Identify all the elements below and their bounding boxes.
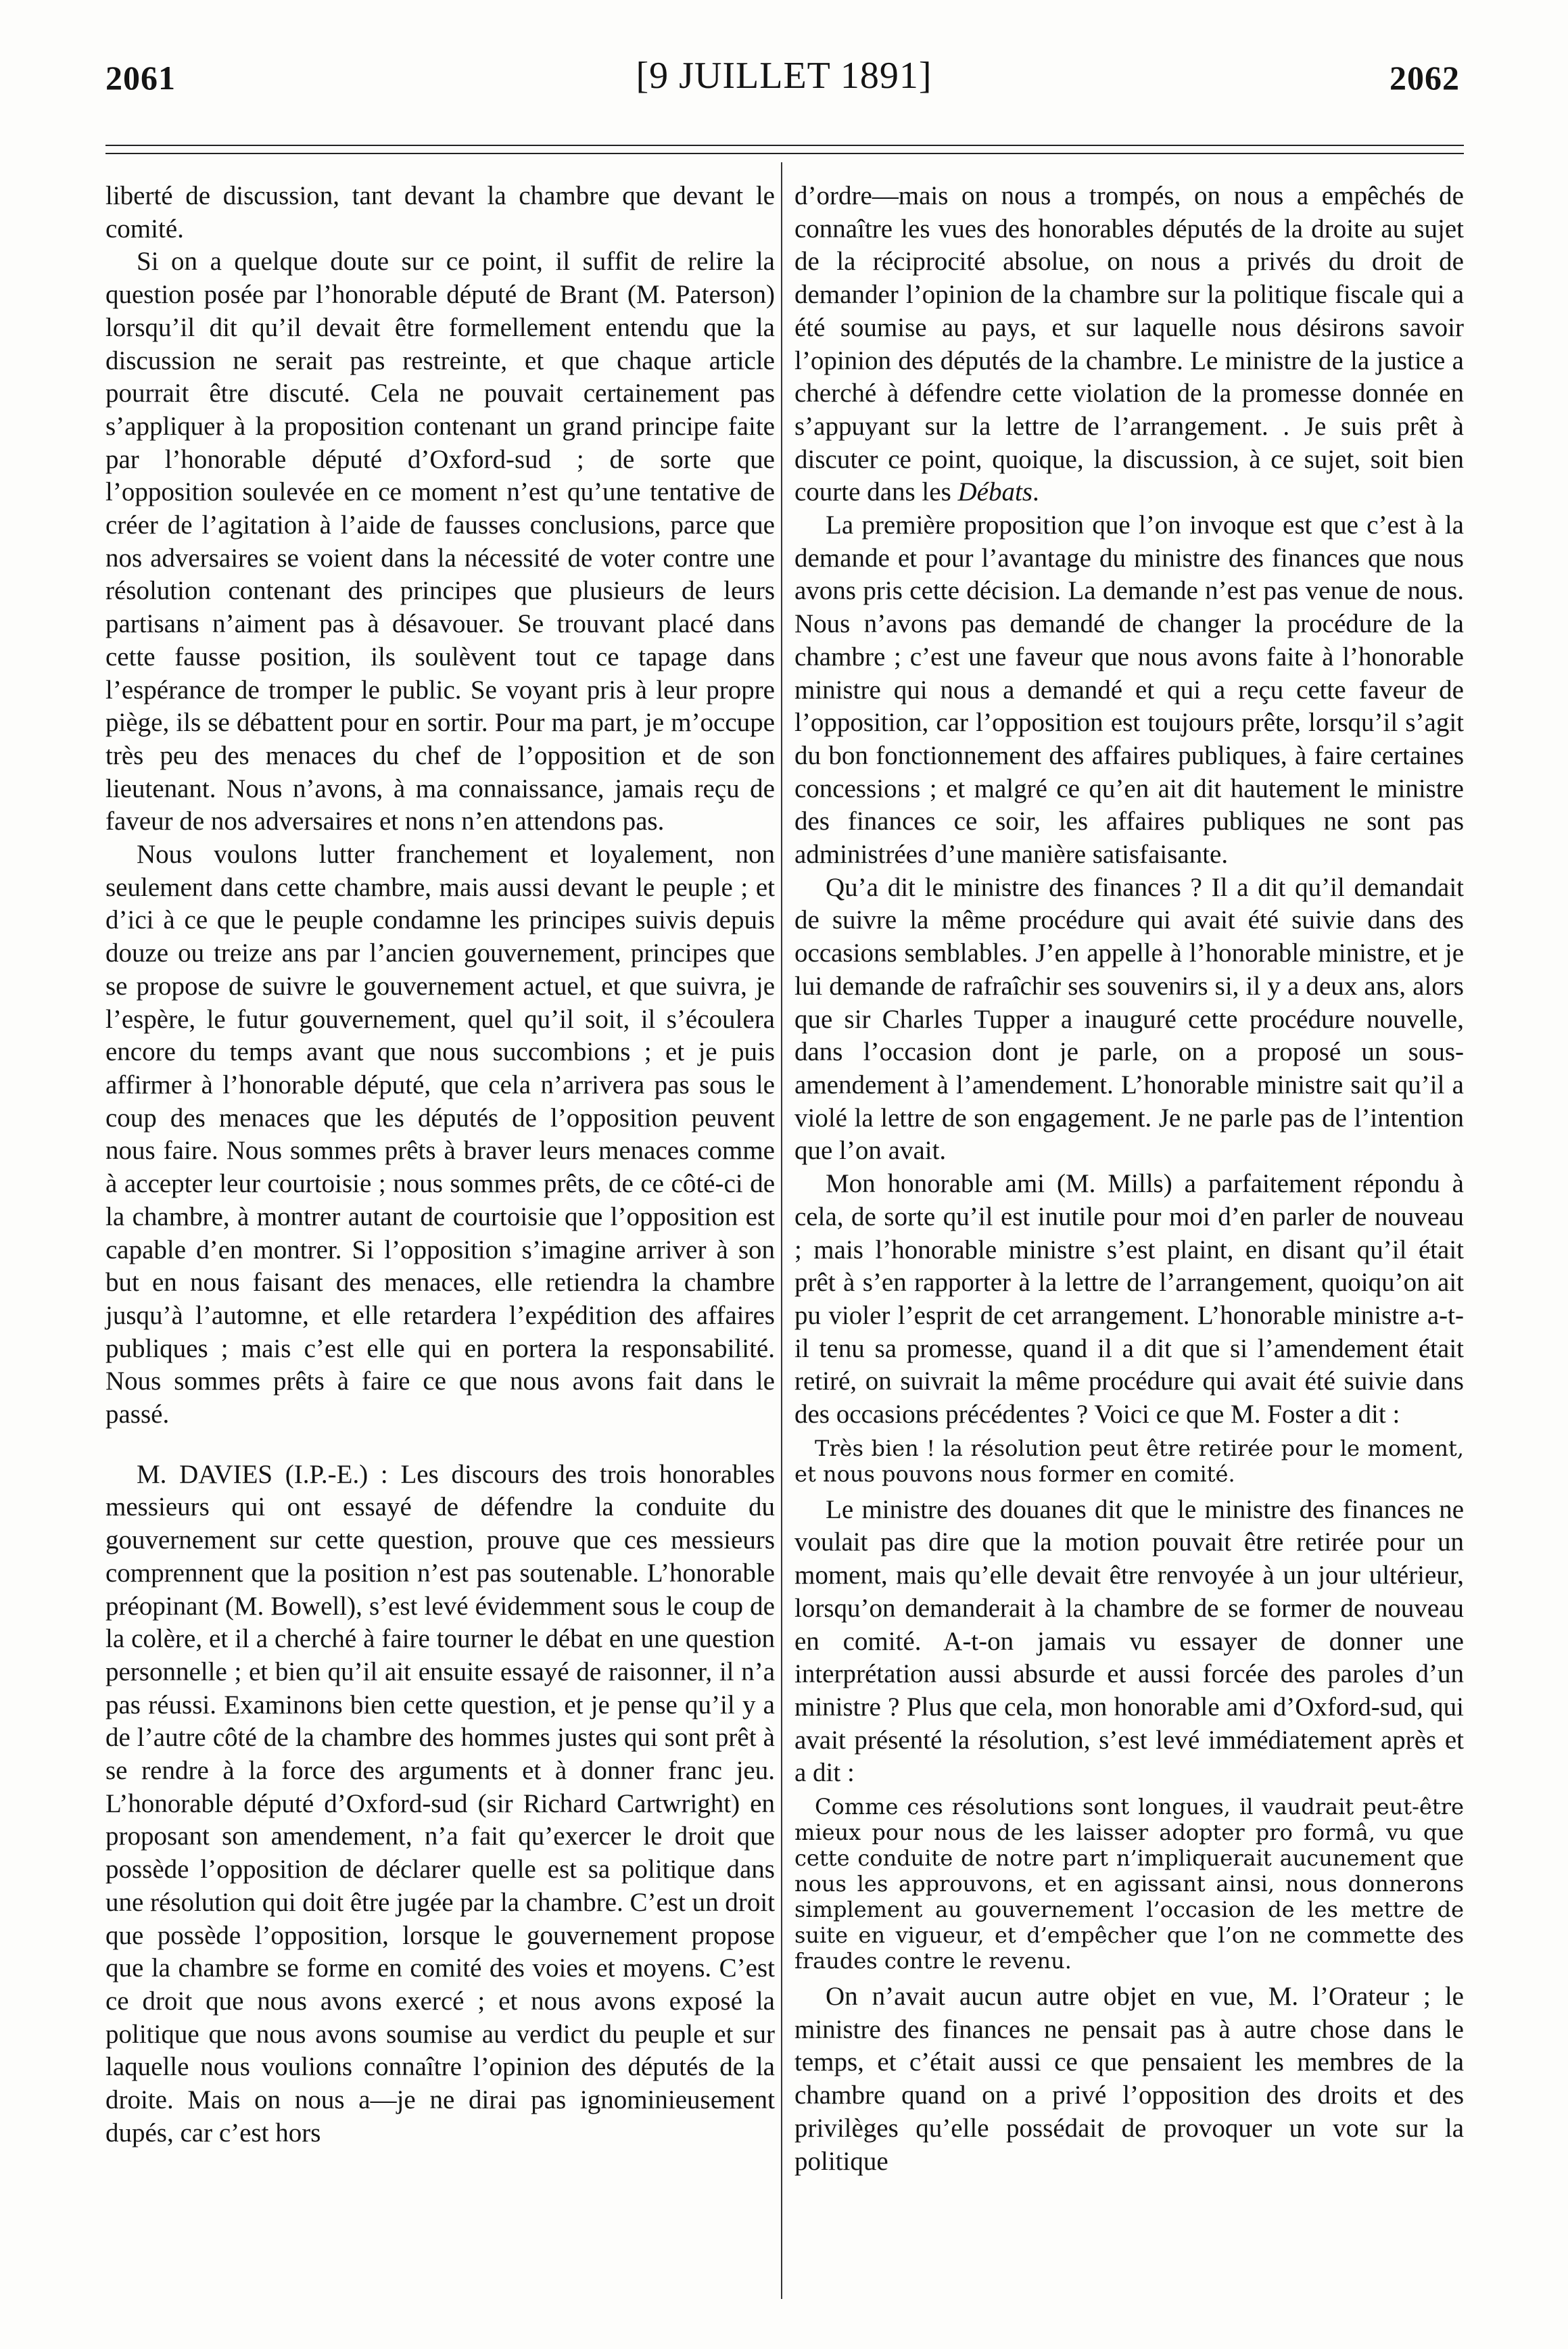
speaker-paragraph — [105, 1458, 775, 2150]
right-column — [794, 180, 1464, 2178]
speech-text: Les discours des trois honorables messieurs qui ont essayé de défendre la conduite du gouvernement sur cette question, prouve que ces messieurs comprennent que la position n’est pas soutenable. L’honorable préopinant (M. Bowell), s’est levé évidemment sous le coup de la colère, et il a cherché à faire tourner le débat en une question personnelle ; et bien qu’il ait ensuite essayé de raisonner, il n’a pas réussi. Examinons bien cette question, et je pense qu’il y a de l’autre côté de la chambre des hommes justes qui sont prêt à se rendre à la force des arguments et à donner franc jeu. L’honorable député d’Oxford-sud (sir Richard Cartwright) en proposant son amendement, n’a fait qu’exercer le droit que possède l’opposition de déclarer quelle est sa politique dans une résolution qui doit être jugée par la chambre. C’est un droit que possède l’opposition, lorsque le gouvernement propose que la chambre se forme en comité des voies et moyens. C’est ce droit que nous avons exercé ; et nous avons exposé la politique que nous avons soumise au verdict du peuple et sur laquelle nous voulions connaître l’opinion des députés de la droite. Mais on nous a—je ne dirai pas ignominieusement dupés, car c’est hors — [105, 1459, 775, 2148]
page-number-left: 2061 — [105, 59, 176, 97]
paragraph: Le ministre des douanes dit que le ministre des finances ne voulait pas dire que la motion pouvait être retirée pour un moment, mais qu’elle devait être renvoyée à un jour ultérieur, lorsqu’on demanderait à la chambre de se former de nouveau en comité. A-t-on jamais vu essayer de donner une interprétation aussi absurde et aussi forcée des paroles d’un ministre ? Plus que cela, mon honorable ami d’Oxford-sud, qui avait présenté la résolution, s’est levé immédiatement après et a dit : — [794, 1494, 1464, 1788]
header-rule-top — [105, 145, 1464, 146]
paragraph: d’ordre—mais on nous a trompés, on nous a empêchés de connaître les vues des honorables députés de la droite au sujet de la réciprocité absolue, on nous a privés du droit de demander l’opinion de la chambre sur la politique fiscale qui a été soumise au pays, et sur laquelle nous désirons savoir l’opinion des députés de la chambre. Le ministre de la justice a cherché à défendre cette violation de la promesse donnée en s’appuyant sur la lettre de l’arrangement. . Je suis prêt à discuter ce point, quoique, la discussion, à ce sujet, soit bien courte dans les Débats. — [794, 181, 1464, 507]
quotation: Très bien ! la résolution peut être retirée pour le moment, et nous pouvons nous former en comité. — [794, 1435, 1464, 1487]
paragraph: On n’avait aucun autre objet en vue, M. l’Orateur ; le ministre des finances ne pensait pas à autre chose dans le temps, et c’était aussi ce que pensaient les membres de la chambre quand on a privé l’opposition des droits et des privilèges qu’elle possédait de provoquer un vote sur la politique — [794, 1982, 1464, 2176]
paragraph: Mon honorable ami (M. Mills) a parfaitement répondu à cela, de sorte qu’il est inutile pour moi d’en parler de nouveau ; mais l’honorable ministre s’est plaint, en disant qu’il était prêt à s’en rapporter à la lettre de l’arrangement, quoiqu’on ait pu violer l’esprit de cet arrangement. L’honorable ministre a-t-il tenu sa promesse, quand il a dit que si l’amendement était retiré, on suivrait la même procédure qui avait été suivie dans des occasions précédentes ? Voici ce que M. Foster a dit : — [794, 1169, 1464, 1429]
paragraph: La première proposition que l’on invoque est que c’est à la demande et pour l’avantage du ministre des finances que nous avons pris cette décision. La demande n’est pas venue de nous. Nous n’avons pas demandé de changer la procédure de la chambre ; c’est une faveur que nous avons faite à l’honorable ministre qui nous a demandé et qui a reçu cette faveur de l’opposition, car l’opposition est toujours prête, lorsqu’il s’agit du bon fonctionnement des affaires publiques, à faire certaines concessions ; et malgré ce qu’en ait dit hautement le ministre des finances ce soir, les affaires publiques ne sont pas administrées d’une manière satisfaisante. — [794, 511, 1464, 870]
paragraph: liberté de discussion, tant devant la chambre que devant le comité. — [105, 181, 775, 243]
left-column — [105, 180, 775, 2150]
paragraph: Si on a quelque doute sur ce point, il suffit de relire la question posée par l’honorable député de Brant (M. Paterson) lorsqu’il dit qu’il devait être formellement entendu que la discussion ne serait pas restreinte, et que chaque article pourrait être discuté. Cela ne pouvait certainement pas s’appliquer à la proposition contenant un grand principe faite par l’honorable député d’Oxford-sud ; de sorte que l’opposition soulevée en ce moment n’est qu’une tentative de créer de l’agitation à l’aide de fausses conclusions, parce que nos adversaires se voient dans la nécessité de voter contre une résolution contenant des principes que plusieurs de leurs partisans n’aiment pas à désavouer. Se trouvant placé dans cette fausse position, ils soulèvent tout ce tapage dans l’espérance de tromper le public. Se voyant pris à leur propre piège, ils se débattent pour en sortir. Pour ma part, je m’occupe très peu des menaces du chef de l’opposition et de son lieutenant. Nous n’avons, à ma connaissance, jamais reçu de faveur de nos adversaires et nons n’en attendons pas. — [105, 247, 775, 836]
quotation: Comme ces résolutions sont longues, il vaudrait peut-être mieux pour nous de les laisser adopter pro formâ, vu que cette conduite de notre part n’impliquerait aucunement que nous les approuvons, et en agissant ainsi, nous donnerons simplement au gouvernement l’occasion de les mettre de suite en vigueur, et d’empêcher que l’on ne commette des fraudes contre le revenu. — [794, 1794, 1464, 1974]
debats-italic: Débats — [957, 477, 1033, 507]
speaker-name: M. DAVIES (I.P.-E.) : — [137, 1459, 388, 1489]
page-number-right: 2062 — [1389, 59, 1460, 97]
header-rule-bottom — [105, 153, 1464, 154]
paragraph: Qu’a dit le ministre des finances ? Il a dit qu’il demandait de suivre la même procédure qui avait été suivie dans des occasions semblables. J’en appelle à l’honorable ministre, et je lui demande de rafraîchir ses souvenirs si, il y a deux ans, alors que sir Charles Tupper a inauguré cette procédure nouvelle, dans l’occasion dont je parle, on a proposé un sous-amendement à l’amendement. L’honorable ministre sait qu’il a violé la lettre de son engagement. Je ne parle pas de l’intention que l’on avait. — [794, 872, 1464, 1166]
paragraph: Nous voulons lutter franchement et loyalement, non seulement dans cette chambre, mais aussi devant le peuple ; et d’ici à ce que le peuple condamne les principes suivis depuis douze ou treize ans par l’ancien gouvernement, principes que se propose de suivre le gouvernement actuel, et que suivra, je l’espère, le futur gouvernement, quel qu’il soit, il s’écoulera encore du temps avant que nous succombions ; et je puis affirmer à l’honorable député, que cela n’arrivera pas sous le coup des menaces que les députés de l’opposition peuvent nous faire. Nous sommes prêts à braver leurs menaces comme à accepter leur courtoisie ; nous sommes prêts, de ce côté-ci de la chambre, à montrer autant de courtoisie que l’opposition est capable d’en montrer. Si l’opposition s’imagine arriver à son but en nous faisant des menaces, elle retiendra la chambre jusqu’à l’automne, et elle retardera l’expédition des affaires publiques ; mais c’est elle qui en portera la responsabilité. Nous sommes prêts à faire ce que nous avons fait dans le passé. — [105, 840, 775, 1429]
column-divider — [781, 162, 782, 2299]
header-date: [9 JUILLET 1891] — [636, 55, 932, 97]
